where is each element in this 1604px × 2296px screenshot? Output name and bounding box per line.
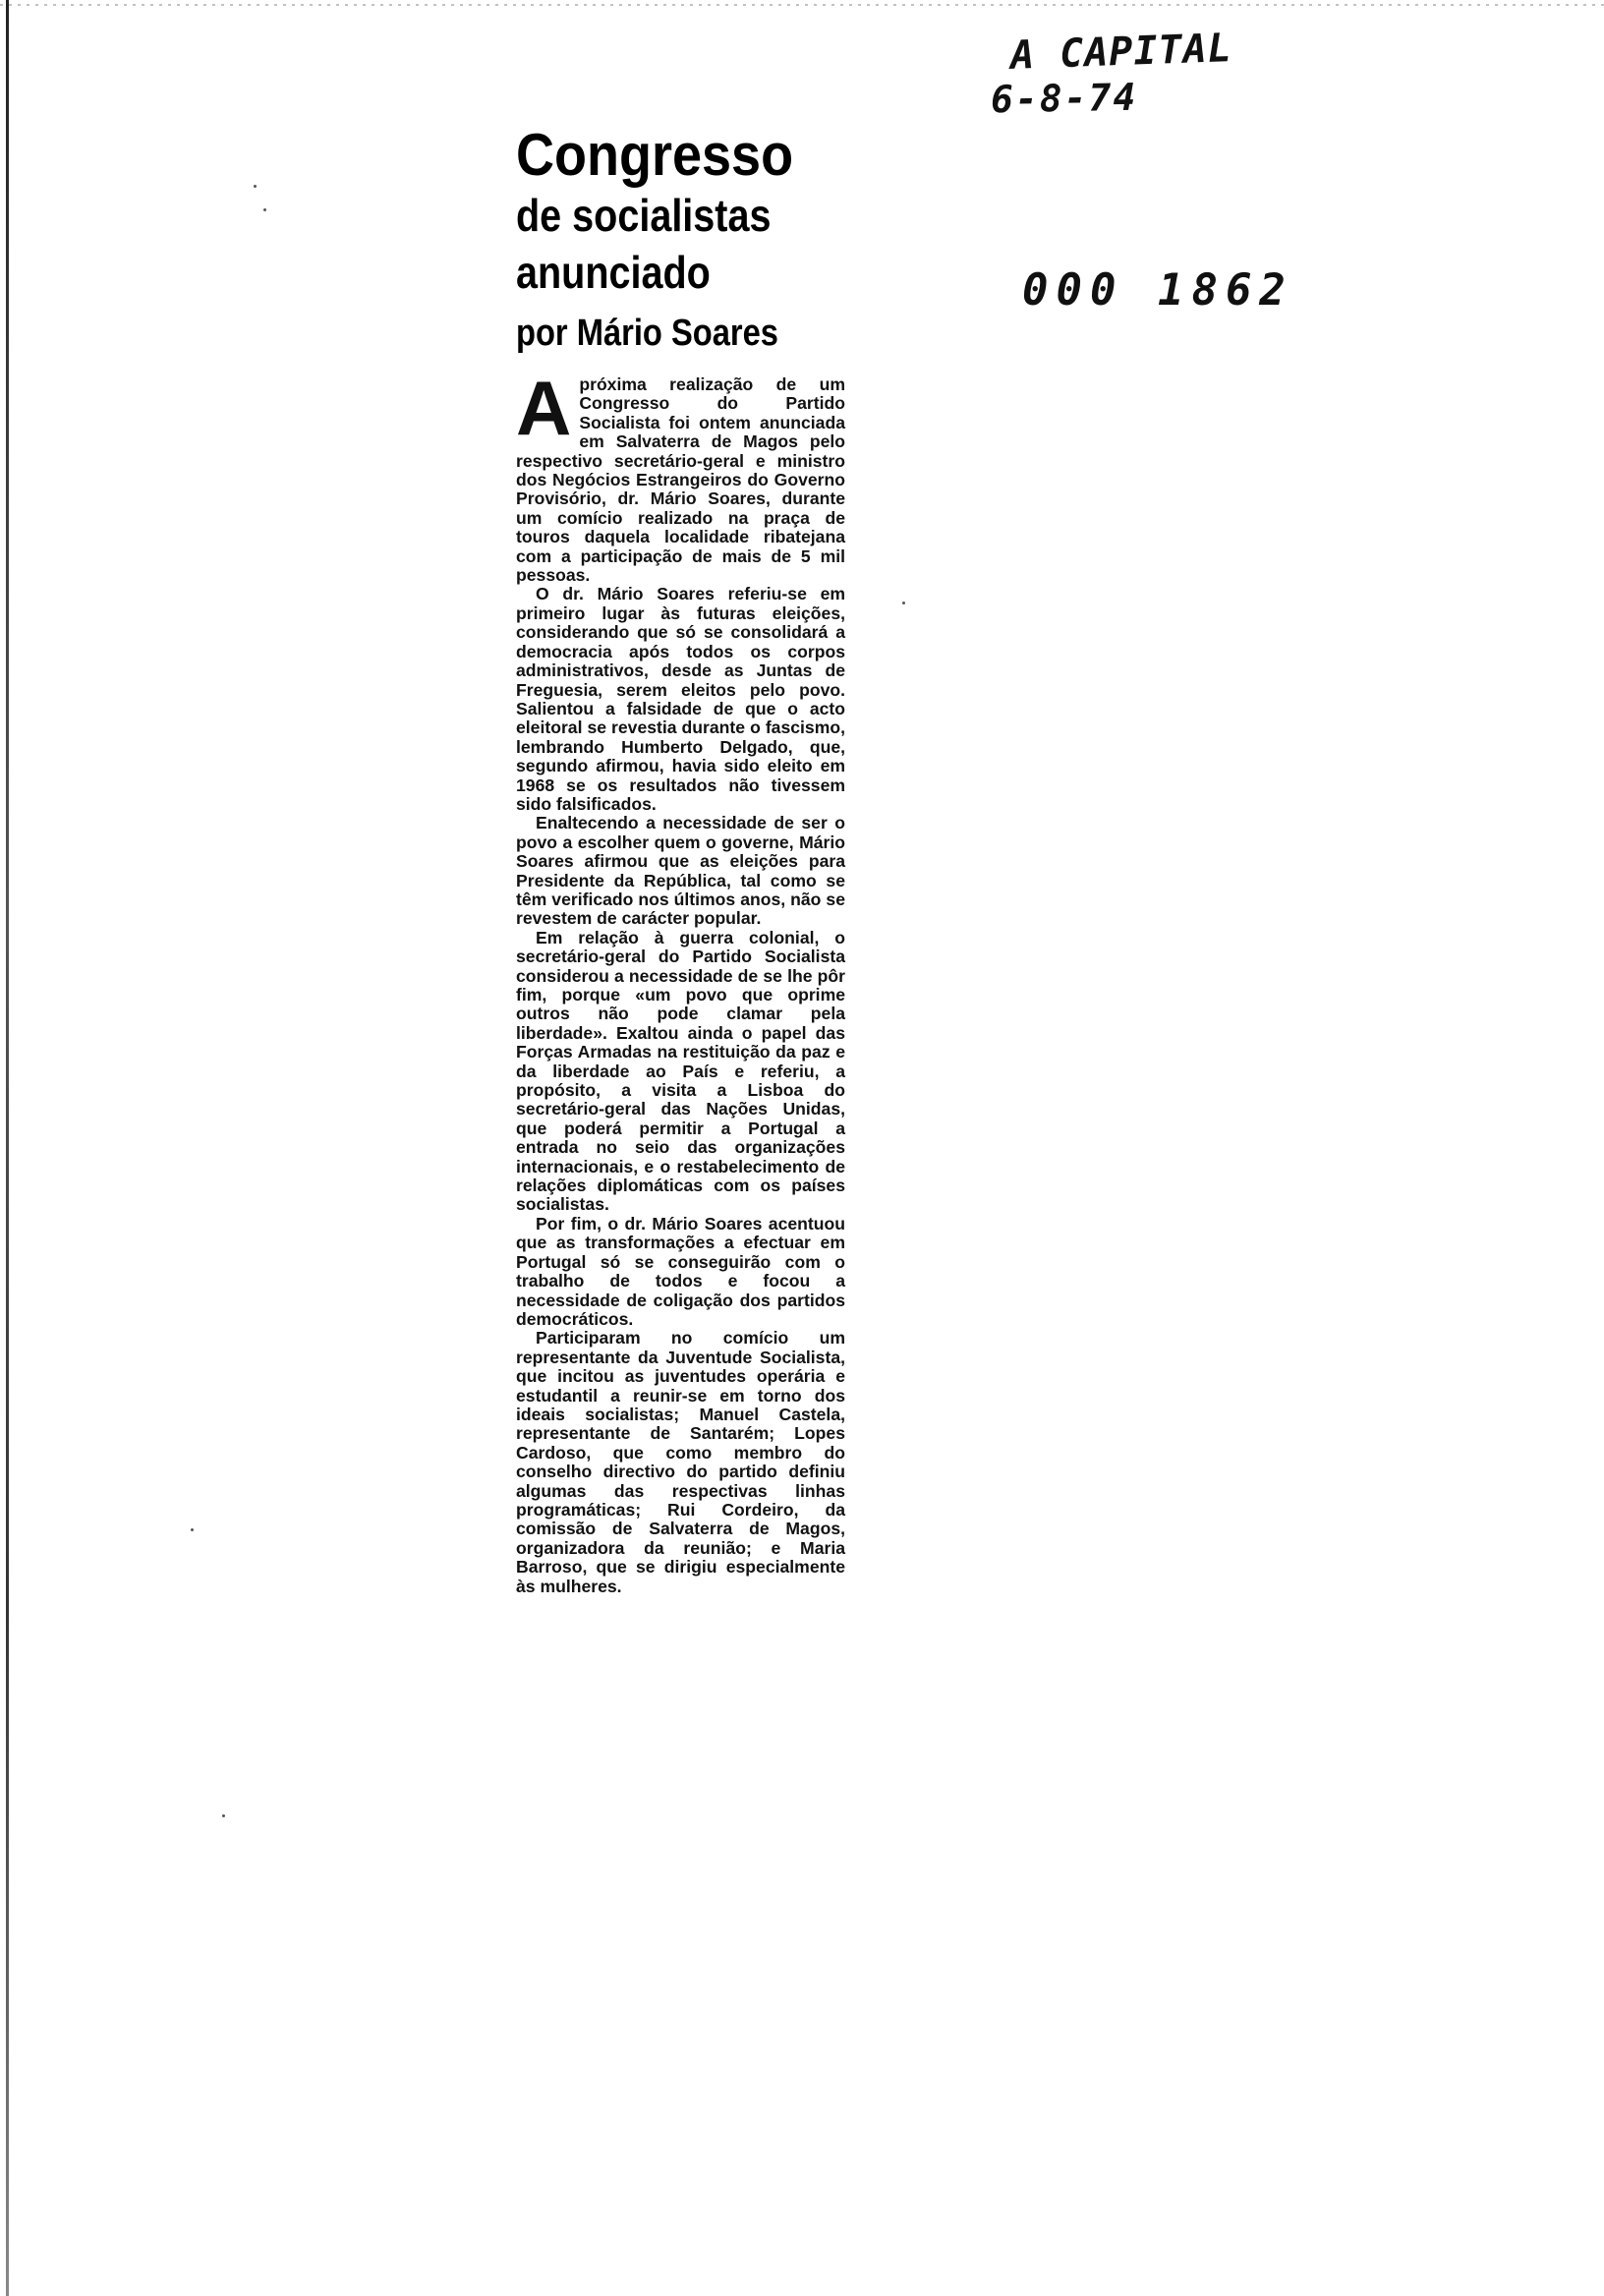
handwritten-date-note: 6-8-74	[990, 75, 1138, 122]
scan-speck	[263, 208, 266, 211]
handwritten-archive-number: 000 1862	[1022, 265, 1293, 316]
article-paragraph: Em relação à guerra colonial, o secretário-geral do Partido Socialista considerou a necessidade de se lhe pôr fim, porque «um povo que oprime outros não pode clamar pela liberdade». Exaltou ainda o papel das Forças Armadas na restituição da paz e da liberdade ao País e referiu, a propósito, a visita a Lisboa do secretário-geral das Nações Unidas, que poderá permitir a Portugal a entrada no seio das organizações internacionais, e o restabelecimento de relações diplomáticas com os países socialistas.	[516, 927, 845, 1215]
article-paragraph: Participaram no comício um representante da Juventude Socialista, que incitou as juventudes operária e estudantil a reunir-se em torno dos ideais socialistas; Manuel Castela, representante de Santarém; Lopes Cardoso, que como membro do conselho directivo do partido definiu algumas das respectivas linhas programáticas; Rui Cordeiro, da comissão de Salvaterra de Magos, organizadora da reunião; e Maria Barroso, que se dirigiu especialmente às mulheres.	[516, 1328, 845, 1596]
newspaper-article	[516, 118, 845, 1596]
scan-speck	[191, 1528, 194, 1531]
article-paragraph: Apróxima realização de um Congresso do Partido Socialista foi ontem anunciada em Salvaterra de Magos pelo respectivo secretário-geral e ministro dos Negócios Estrangeiros do Governo Provisório, dr. Mário Soares, durante um comício realizado na praça de touros daquela localidade ribatejana com a participação de mais de 5 mil pessoas.	[516, 365, 845, 586]
article-paragraph: Enaltecendo a necessidade de ser o povo a escolher quem o governe, Mário Soares afirmou que as eleições para Presidente da República, tal como se têm verificado nos últimos anos, não se revestem de carácter popular.	[516, 813, 845, 929]
scan-top-edge	[0, 4, 1604, 6]
headline-line-3: anunciado	[516, 247, 711, 298]
drop-cap: A	[516, 365, 572, 451]
handwritten-source-note: A CAPITAL	[1009, 26, 1233, 79]
scan-speck	[254, 185, 257, 188]
byline: por Mário Soares	[516, 313, 778, 354]
article-paragraph: O dr. Mário Soares referiu-se em primeiro lugar às futuras eleições, considerando que só se consolidará a democracia após todos os corpos administrativos, desde as Juntas de Freguesia, serem eleitos pelo povo. Salientou a falsidade de que o acto eleitoral se revestia durante o fascismo, lembrando Humberto Delgado, que, segundo afirmou, havia sido eleito em 1968 se os resultados não tivessem sido falsificados.	[516, 584, 845, 814]
article-body	[516, 365, 845, 1596]
scan-speck	[902, 602, 905, 604]
headline-line-1: Congresso	[516, 122, 794, 188]
headline-line-2: de socialistas	[516, 190, 772, 241]
scan-speck	[222, 1814, 225, 1817]
article-paragraph: Por fim, o dr. Mário Soares acentuou que as transformações a efectuar em Portugal só se conseguirão com o trabalho de todos e focou a necessidade de coligação dos partidos democráticos.	[516, 1213, 845, 1329]
scan-edge	[6, 0, 9, 2296]
